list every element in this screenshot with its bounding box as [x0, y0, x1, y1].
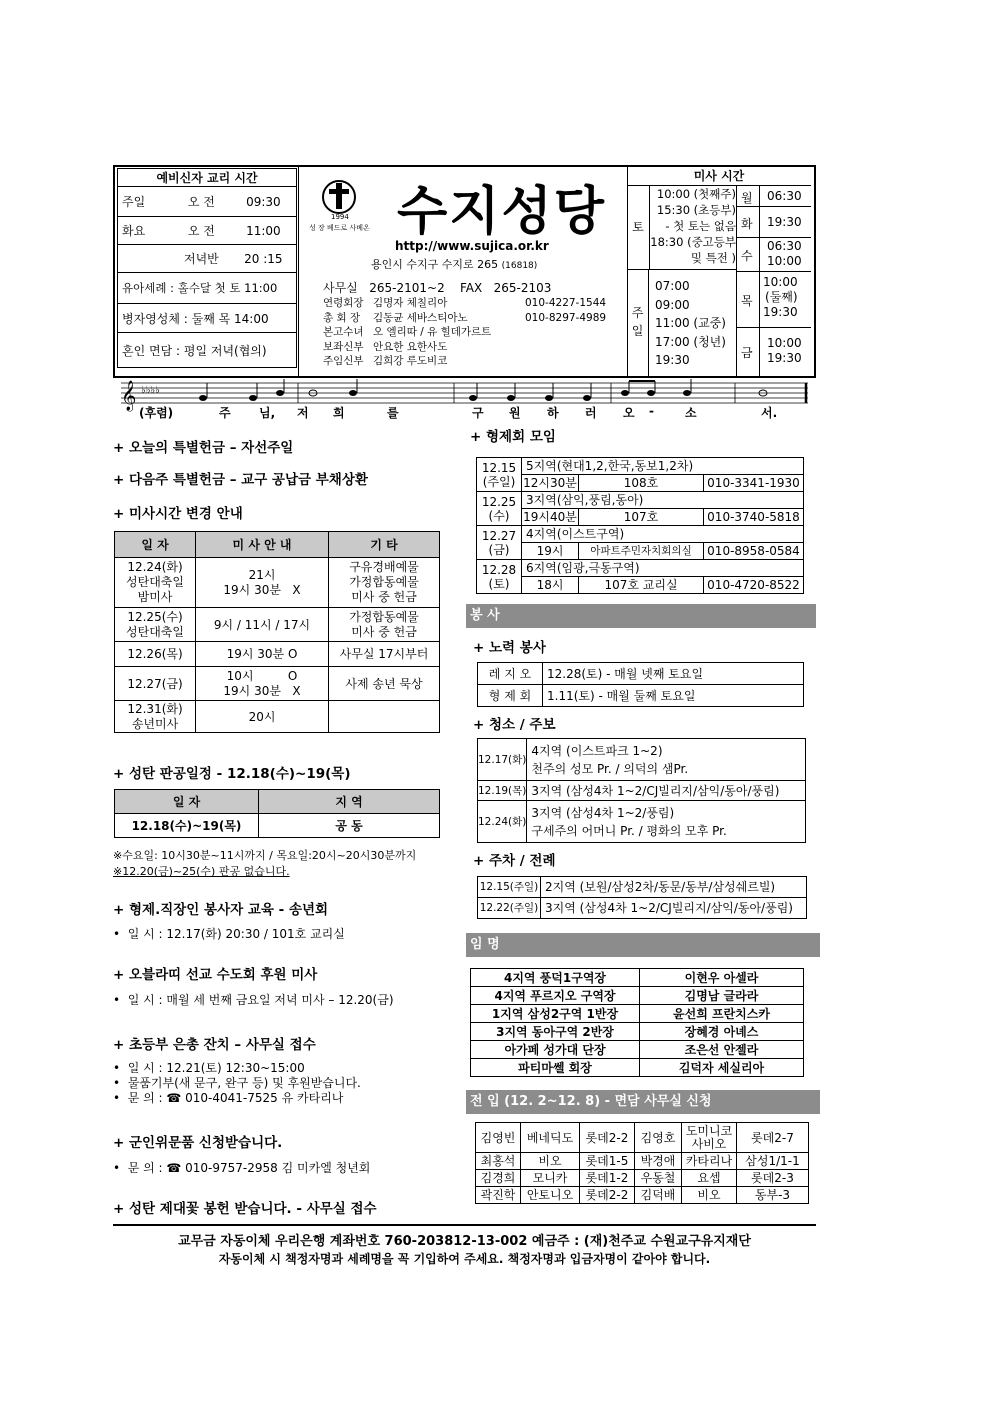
- desc-line: 구세주의 어머니 Pr. / 평화의 모후 Pr.: [531, 823, 727, 838]
- cell-role: 4지역 푸르지오 구역장: [471, 987, 640, 1005]
- cell: 롯데2-3: [737, 1170, 809, 1187]
- cell-etc: 가정합동예물 미사 중 헌금: [329, 608, 440, 642]
- appoint-bar: 임 명: [466, 933, 820, 957]
- table-row: [477, 492, 804, 509]
- cell-room: 108호: [579, 475, 704, 492]
- cell: 롯데2-2: [580, 1187, 635, 1204]
- list-item: • 문 의 : ☎ 010-4041-7525 유 카타리나: [113, 1091, 344, 1105]
- lyric: 하: [547, 406, 559, 420]
- cell-room: 107호 교리실: [579, 577, 704, 594]
- cell-room: 아파트주민자치회의실: [579, 543, 704, 560]
- desc-line: 4지역 (이스트파크 1~2): [531, 743, 663, 758]
- cell-time: 12시30분: [523, 476, 577, 490]
- cell-date: 12.22(주일): [478, 898, 541, 919]
- cell-group: 레 지 오: [478, 663, 543, 685]
- cell-etc: 사제 송년 묵상: [329, 667, 440, 701]
- cell: 최홍석: [476, 1153, 521, 1170]
- special-today: + 오늘의 특별헌금 – 자선주일: [113, 440, 294, 456]
- lyric: 러: [585, 406, 597, 420]
- catechism-time: 20 :15: [231, 245, 297, 273]
- table-row: [471, 1041, 804, 1059]
- table-row: [115, 558, 440, 608]
- parish-zip: (16818): [501, 261, 538, 271]
- table-row: [478, 739, 806, 781]
- cell-area: 공 동: [259, 814, 440, 838]
- footer-line2: 자동이체 시 책정자명과 세례명을 꼭 기입하여 주세요. 책정자명과 입금자명이 같아야 합니다.: [218, 1252, 711, 1266]
- table-row: [477, 560, 804, 577]
- cell-phone: 010-8958-0584: [704, 543, 804, 560]
- cleaning-table: [477, 738, 806, 843]
- cell: 도미니코 사비오: [682, 1123, 737, 1153]
- bazaar-note: ※수요일: 10시30분~11시까지 / 목요일:20시~20시30분까지: [113, 849, 417, 862]
- lyric: 를: [387, 406, 399, 420]
- desc-line: 3지역 (삼성4차 1~2/풍림): [531, 805, 675, 820]
- cell: 롯데1-2: [580, 1170, 635, 1187]
- bazaar-note: ※12.20(금)~25(수) 판공 없습니다.: [113, 865, 290, 878]
- cell-group: 형 제 회: [478, 685, 543, 707]
- cell-etc: 사무실 17시부터: [329, 642, 440, 667]
- church-logo: [309, 175, 369, 235]
- col-header: 미 사 안 내: [196, 532, 329, 558]
- table-row: [478, 685, 804, 707]
- sat-times: [650, 186, 737, 270]
- transfer-bar: 전 입 (12. 2~12. 8) - 면담 사무실 신청: [466, 1090, 820, 1114]
- weekday-row: [737, 328, 811, 376]
- catechism-table: [117, 168, 297, 368]
- cell-date: 12.28 (토): [477, 560, 522, 594]
- weekday-label: 목: [741, 294, 753, 308]
- parish-name: 수지성당: [397, 182, 606, 242]
- table-row: [477, 577, 804, 594]
- lyric: (후렴): [139, 406, 174, 420]
- cell: 김영빈: [476, 1123, 521, 1153]
- office-label: 사무실: [323, 281, 358, 295]
- cell: 롯데2-2: [580, 1123, 635, 1153]
- cell-role: 아가페 성가대 단장: [471, 1041, 640, 1059]
- table-row: [471, 1005, 804, 1023]
- cell: 동부-3: [737, 1187, 809, 1204]
- table-row: [115, 701, 440, 733]
- sun-times: [655, 277, 737, 370]
- catechism-day: 주일: [118, 187, 173, 217]
- desc-line: 천주의 성모 Pr. / 의덕의 샘Pr.: [531, 761, 689, 776]
- weekday-label: 수: [741, 249, 753, 263]
- lyric: 서.: [761, 406, 778, 420]
- cell-date: 12.19(목): [478, 781, 527, 801]
- cell-etc: [329, 701, 440, 733]
- parish-block: [298, 167, 628, 376]
- cell: 베네딕도: [521, 1123, 580, 1153]
- table-row: [115, 667, 440, 701]
- lyric: 님,: [259, 406, 276, 420]
- catechism-time: 11:00: [231, 217, 297, 245]
- staff-role: 본고수녀: [323, 326, 364, 338]
- weekday-times: 19:30: [767, 215, 802, 229]
- cell-time: 19시: [522, 543, 579, 560]
- staff-name: 김동균 세바스티아노: [373, 311, 468, 324]
- staff-list: [323, 296, 623, 369]
- sun-time: 17:00 (청년): [655, 334, 726, 349]
- staff-row: [323, 340, 623, 355]
- staff-name: 안요한 요한사도: [373, 340, 448, 353]
- item-text: 일 시 : 12.21(토) 12:30~15:00: [127, 1061, 305, 1075]
- staff-phone: 010-4227-1544: [525, 297, 607, 309]
- lyric: 원: [509, 406, 521, 420]
- sat-time: 18:30 (중고등부: [650, 235, 736, 249]
- cell-area: 6지역(임광,극동구역): [522, 560, 804, 577]
- cell-area: 5지역(현대1,2,한국,동보1,2차): [522, 458, 804, 475]
- cell: 모니카: [521, 1170, 580, 1187]
- cleaning-title: + 청소 / 주보: [473, 717, 556, 733]
- table-row: [115, 608, 440, 642]
- cell: 삼성1/1-1: [737, 1153, 809, 1170]
- desc-line: 3지역 (삼성4차 1~2/CJ빌리지/삼익/동아/풍림): [531, 783, 780, 798]
- cell-time: 18시: [522, 577, 579, 594]
- list-item: • 물품기부(새 문구, 완구 등) 및 후원받습니다.: [113, 1076, 361, 1090]
- list-item: • 일 시 : 매월 세 번째 금요일 저녁 미사 – 12.20(금): [113, 993, 394, 1007]
- cell-date: 12.24(화) 성탄대축일 밤미사: [115, 558, 196, 608]
- cell: 롯데1-5: [580, 1153, 635, 1170]
- sick-anointing: 병자영성체 : 둘째 목 14:00: [118, 304, 297, 333]
- cell-desc: 3지역 (삼성4차 1~2/CJ빌리지/삼익/동아/풍림): [541, 898, 807, 919]
- cell: 곽진학: [476, 1187, 521, 1204]
- sat-time: - 첫 토는 없음: [665, 219, 736, 233]
- cell-mass: 10시 O 19시 30분 X: [196, 667, 329, 701]
- lyric: 주: [219, 406, 231, 420]
- table-row: [115, 642, 440, 667]
- parish-address-line: [371, 256, 537, 272]
- sun-time: 11:00 (교중): [655, 316, 726, 330]
- cell: 김경희: [476, 1170, 521, 1187]
- logo-year: 1994: [331, 213, 349, 221]
- table-row: [471, 969, 804, 987]
- cell-mass: 19시 30분 O: [196, 642, 329, 667]
- lyric: 소: [685, 406, 697, 420]
- cell-etc: 구유경배예물 가정합동예물 미사 중 헌금: [329, 558, 440, 608]
- lyric: 희: [333, 406, 345, 420]
- table-row: [471, 987, 804, 1005]
- cell-name: 이현우 아셀라: [640, 969, 804, 987]
- weekday-times: 10:00 (둘째) 19:30: [763, 275, 798, 319]
- cell-desc: 12.28(토) - 매월 넷째 토요일: [543, 663, 804, 685]
- cell-name: 김덕자 세실리아: [640, 1059, 804, 1077]
- cell-role: 파티마쎌 회장: [471, 1059, 640, 1077]
- lyric: 저: [297, 406, 309, 420]
- labor-title: + 노력 봉사: [473, 640, 546, 656]
- music-staff: [113, 379, 816, 421]
- bazaar-table: [114, 789, 440, 838]
- cell-role: 1지역 삼성2구역 1반장: [471, 1005, 640, 1023]
- staff-name: 오 엘리따 / 유 힐데가르트: [373, 326, 492, 338]
- footer-rule: [113, 1224, 816, 1226]
- cell-phone: 010-3740-5818: [704, 509, 804, 526]
- table-row: [478, 877, 807, 898]
- cell-date: 12.15(주일): [478, 877, 541, 898]
- parish-address: 용인시 수지구 수지로 265: [371, 258, 499, 271]
- mass-change-title: + 미사시간 변경 안내: [113, 506, 243, 522]
- catechism-ampm: 저녁반: [172, 245, 231, 273]
- staff-row: [323, 325, 623, 340]
- staff-name: 김명자 체칠리아: [373, 297, 448, 309]
- staff-phone: 010-8297-4989: [525, 311, 607, 324]
- weekday-times: 06:30: [767, 189, 802, 203]
- cell-desc: [527, 739, 806, 781]
- sat-label: 토: [627, 186, 650, 270]
- soldiers-title: + 군인위문품 신청받습니다.: [113, 1135, 283, 1151]
- cell-area: 4지역(이스트구역): [522, 526, 804, 543]
- cell: 박경애: [635, 1153, 682, 1170]
- staff-role: 주임신부: [323, 355, 364, 367]
- parish-url: http://www.sujica.or.kr: [395, 239, 549, 253]
- staff-role: 총 회 장: [323, 311, 361, 324]
- kids-title: + 초등부 은총 잔치 – 사무실 접수: [113, 1037, 316, 1053]
- weekday-times: 10:00 19:30: [767, 336, 802, 365]
- cell-date: 12.27(금): [115, 667, 196, 701]
- catechism-time: 09:30: [231, 187, 297, 217]
- table-row: [478, 781, 806, 801]
- table-row: [478, 663, 804, 685]
- table-row: [477, 543, 804, 560]
- table-row: [476, 1170, 809, 1187]
- col-header: 일 자: [115, 790, 259, 814]
- cell-desc: 2지역 (보원/삼성2차/동문/동부/삼성쉐르빌): [541, 877, 807, 898]
- item-text: 일 시 : 매월 세 번째 금요일 저녁 미사 – 12.20(금): [127, 993, 394, 1007]
- sun-time: 07:00: [655, 279, 690, 293]
- infant-baptism: 유아세례 : 홀수달 첫 토 11:00: [118, 273, 297, 304]
- sun-label: 주 일: [627, 270, 649, 376]
- footer-line1: 교무금 자동이체 우리은행 계좌번호 760-203812-13-002 예금주 : (재)천주교 수원교구유지재단: [178, 1234, 751, 1249]
- weekday-row: [737, 272, 811, 328]
- cell-date: 12.31(화) 송년미사: [115, 701, 196, 733]
- cell-date: 12.18(수)~19(목): [115, 814, 259, 838]
- lyric: -: [649, 404, 654, 418]
- table-row: [478, 801, 806, 843]
- cell-time: 19시40분: [523, 510, 577, 524]
- cell-date: 12.27 (금): [477, 526, 522, 560]
- office-phone: 265-2101~2: [369, 281, 445, 295]
- table-row: [478, 898, 807, 919]
- cell-role: 3지역 동아구역 2반장: [471, 1023, 640, 1041]
- cell-desc: 1.11(토) - 매월 둘째 토요일: [543, 685, 804, 707]
- col-header: 지 역: [259, 790, 440, 814]
- cell: 요셉: [682, 1170, 737, 1187]
- cell-mass: 21시 19시 30분 X: [196, 558, 329, 608]
- cell-date: 12.17(화): [478, 739, 527, 781]
- mass-change-table: [114, 531, 440, 733]
- table-row: [476, 1123, 809, 1153]
- fax-number: 265-2103: [493, 281, 552, 295]
- table-row: [477, 509, 804, 526]
- cell-room: 107호: [579, 509, 704, 526]
- appointments-table: [470, 968, 804, 1077]
- service-bar: 봉 사: [466, 604, 816, 628]
- catechism-day: [118, 245, 173, 273]
- cell-date: 12.15 (주일): [477, 458, 522, 492]
- table-row: [477, 475, 804, 492]
- parking-title: + 주차 / 전례: [473, 853, 556, 869]
- weekday-row: [737, 238, 811, 272]
- list-item: • 문 의 : ☎ 010-9757-2958 김 미카엘 청년회: [113, 1161, 371, 1175]
- item-text: 일 시 : 12.17(화) 20:30 / 101호 교리실: [127, 927, 345, 941]
- sat-time: 10:00 (첫째주): [656, 187, 736, 201]
- cell-phone: 010-3341-1930: [704, 475, 804, 492]
- table-row: [476, 1153, 809, 1170]
- transfers-table: [475, 1122, 809, 1204]
- cell-role: 4지역 풍덕1구역장: [471, 969, 640, 987]
- table-row: [477, 526, 804, 543]
- svg-text:𝄞: 𝄞: [121, 381, 137, 411]
- parking-table: [477, 876, 807, 919]
- brothers-table: [476, 457, 804, 594]
- cell: 비오: [682, 1187, 737, 1204]
- staff-role: 보좌신부: [323, 340, 364, 353]
- sun-time: 09:00: [655, 297, 690, 312]
- lyric: 오: [623, 406, 635, 420]
- oblate-title: + 오블라띠 선교 수도회 후원 미사: [113, 967, 318, 983]
- cell-name: 장혜경 아녜스: [640, 1023, 804, 1041]
- cell: 김영호: [635, 1123, 682, 1153]
- cell-mass: 9시 / 11시 / 17시: [196, 608, 329, 642]
- cell: 안토니오: [521, 1187, 580, 1204]
- catechism-ampm: 오 전: [172, 187, 231, 217]
- cell: 롯데2-7: [737, 1123, 809, 1153]
- list-item: • 일 시 : 12.21(토) 12:30~15:00: [113, 1061, 305, 1075]
- cell: 우동철: [635, 1170, 682, 1187]
- logo-caption: 성 장 베드로 사베온: [309, 224, 370, 232]
- table-row: [471, 1023, 804, 1041]
- workers-title: + 형제.직장인 봉사자 교육 - 송년회: [113, 902, 329, 918]
- weekday-grid: [737, 186, 811, 376]
- sun-time: 19:30: [655, 353, 690, 367]
- mass-title: 미사 시간: [627, 167, 811, 186]
- labor-table: [477, 662, 804, 707]
- col-header: 기 타: [329, 532, 440, 558]
- office-line: [323, 279, 551, 296]
- mass-block: [627, 167, 813, 376]
- marriage-interview: 혼인 면담 : 평일 저녁(협의): [118, 333, 297, 368]
- staff-name: 김희강 루도비코: [373, 355, 448, 367]
- staff-row: [323, 311, 623, 326]
- catechism-day: 화요: [118, 217, 173, 245]
- table-row: [476, 1187, 809, 1204]
- cell-name: 윤선희 프란치스카: [640, 1005, 804, 1023]
- candles-title: + 성탄 제대꽃 봉헌 받습니다. - 사무실 접수: [113, 1201, 377, 1217]
- weekday-times: 06:30 10:00: [767, 239, 802, 268]
- catechism-ampm: 오 전: [172, 217, 231, 245]
- list-item: • 일 시 : 12.17(화) 20:30 / 101호 교리실: [113, 927, 345, 941]
- col-header: 일 자: [115, 532, 196, 558]
- table-row: [471, 1059, 804, 1077]
- item-text: 문 의 : ☎ 010-4041-7525 유 카타리나: [127, 1091, 344, 1105]
- catechism-title: 예비신자 교리 시간: [118, 169, 297, 187]
- weekday-row: [737, 186, 811, 207]
- fax-label: FAX: [459, 281, 483, 295]
- cell: 카타리나: [682, 1153, 737, 1170]
- cell-desc: [527, 801, 806, 843]
- staff-row: [323, 354, 623, 369]
- special-next: + 다음주 특별헌금 – 교구 공납금 부채상환: [113, 472, 368, 488]
- bazaar-title: + 성탄 판공일정 - 12.18(수)~19(목): [113, 766, 351, 782]
- staff-role: 연령회장: [323, 297, 364, 309]
- cell-mass: 20시: [196, 701, 329, 733]
- item-text: 물품기부(새 문구, 완구 등) 및 후원받습니다.: [127, 1076, 361, 1090]
- cell-area: 3지역(삼익,풍림,동아): [522, 492, 804, 509]
- weekday-label: 월: [741, 191, 753, 205]
- cell-date: 12.25(수) 성탄대축일: [115, 608, 196, 642]
- cell-desc: [527, 781, 806, 801]
- divider: [759, 186, 760, 376]
- weekday-label: 화: [741, 217, 753, 231]
- svg-text:♭♭♭♭: ♭♭♭♭: [141, 385, 160, 396]
- table-row: [115, 814, 440, 838]
- weekday-row: [737, 207, 811, 238]
- sat-time: 및 특전 ): [690, 251, 736, 265]
- cell-name: 김명남 글라라: [640, 987, 804, 1005]
- staff-row: [323, 296, 623, 311]
- cell-date: 12.25 (수): [477, 492, 522, 526]
- lyric: 구: [472, 406, 484, 420]
- item-text: 문 의 : ☎ 010-9757-2958 김 미카엘 청년회: [127, 1161, 371, 1175]
- cell-date: 12.26(목): [115, 642, 196, 667]
- cell-date: 12.24(화): [478, 801, 527, 843]
- brothers-title: + 형제회 모임: [470, 429, 556, 445]
- sat-time: 15:30 (초등부): [656, 203, 736, 217]
- cell: 김덕배: [635, 1187, 682, 1204]
- cell: 비오: [521, 1153, 580, 1170]
- cell-name: 조은선 안젤라: [640, 1041, 804, 1059]
- weekday-label: 금: [741, 346, 753, 360]
- table-row: [477, 458, 804, 475]
- cell-phone: 010-4720-8522: [704, 577, 804, 594]
